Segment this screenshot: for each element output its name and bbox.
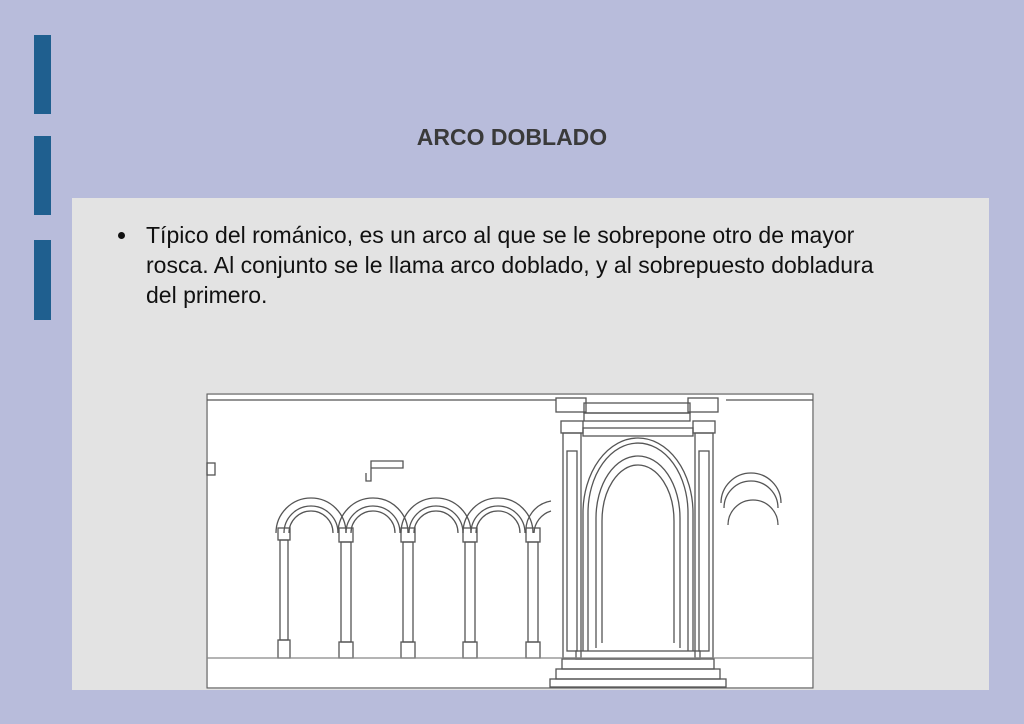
portal <box>550 398 726 687</box>
arch-illustration <box>206 393 814 689</box>
slide-title: ARCO DOBLADO <box>416 124 608 150</box>
right-arch-fragment <box>721 473 781 525</box>
bullet-item <box>106 220 906 310</box>
bullet-text: Típico del románico, es un arco al que se le sobrepone otro de mayor rosca. Al conjunto se le llama arco doblado, y al sobrepuesto dobladura del primero. <box>146 222 874 308</box>
accent-bar-bottom <box>34 240 51 320</box>
arcade-columns <box>278 528 540 658</box>
bullet-list <box>106 220 906 310</box>
content-panel <box>72 198 989 690</box>
bullet-dot <box>118 232 125 239</box>
accent-bar-top <box>34 35 51 114</box>
